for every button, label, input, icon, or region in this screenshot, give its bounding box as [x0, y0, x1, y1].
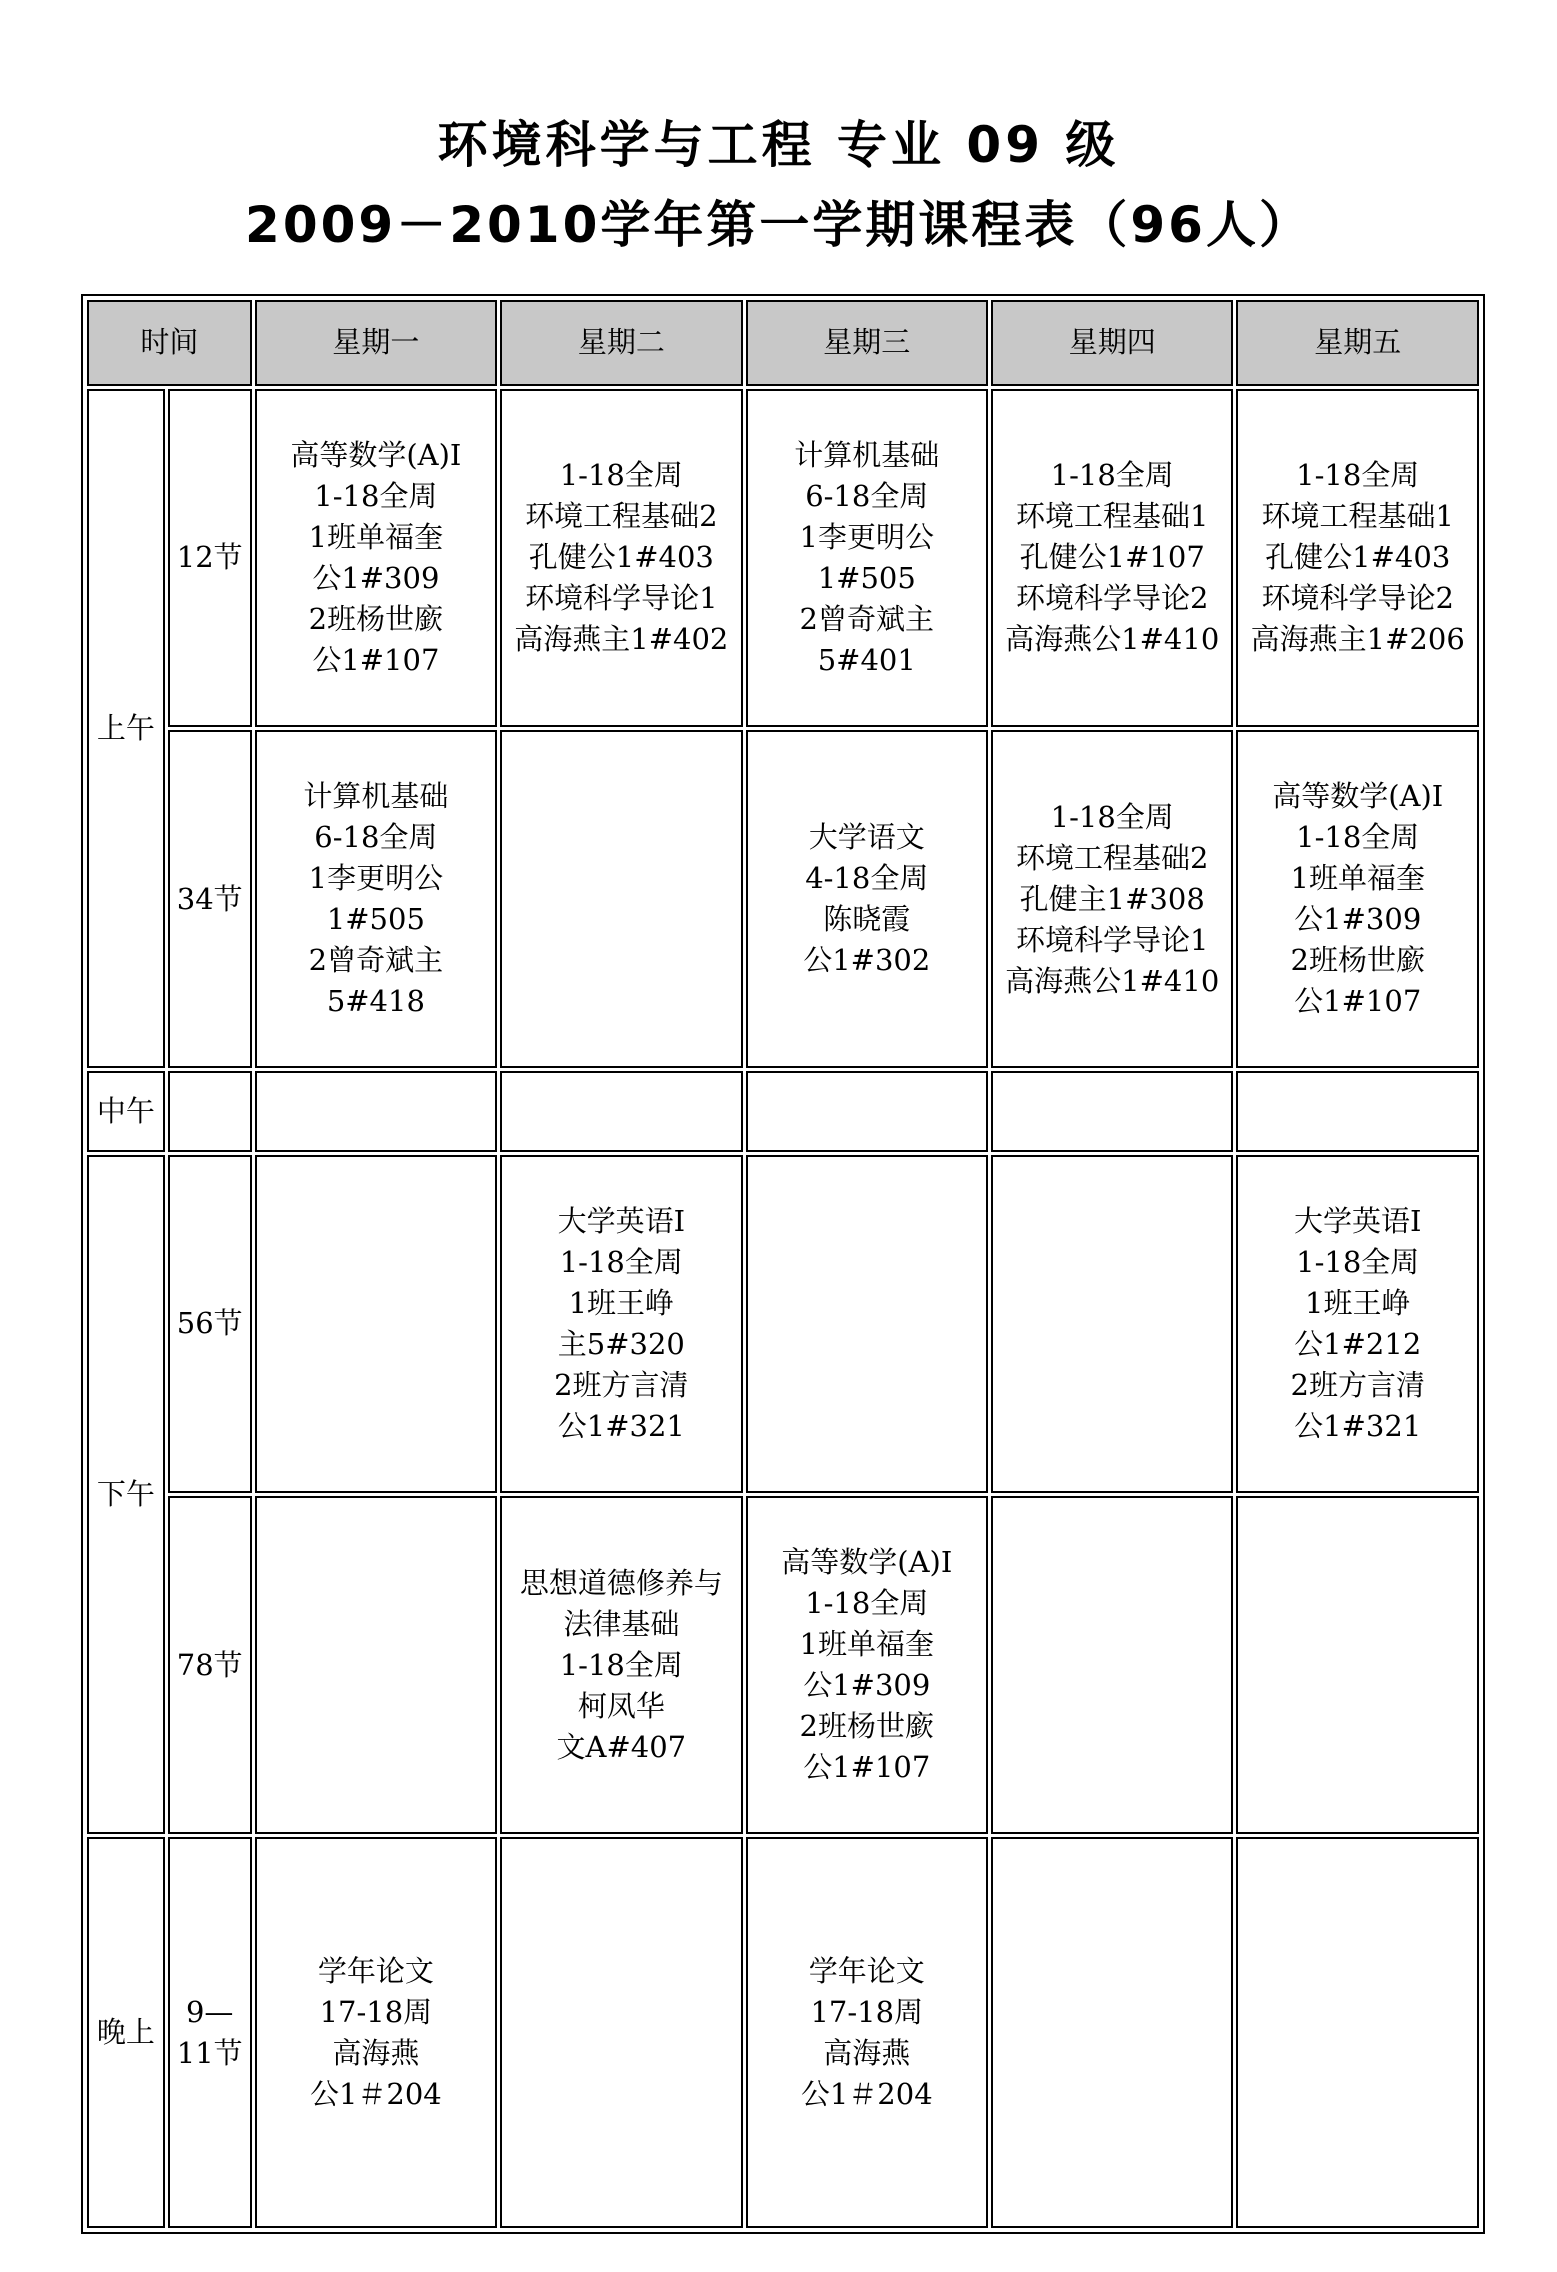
table-row [87, 1837, 1479, 2228]
course-line: 柯凤华 [577, 1688, 665, 1723]
course-line: 公1#212 [1294, 1326, 1422, 1361]
empty-cell [991, 1837, 1233, 2228]
header-cell-monday: 星期一 [255, 300, 497, 386]
course-cell [500, 1155, 742, 1493]
table-row [87, 1071, 1479, 1152]
empty-cell [255, 1496, 497, 1834]
course-line: 计算机基础 [794, 437, 940, 472]
course-line: 高等数学(A)Ⅰ [781, 1545, 953, 1580]
course-line: 大学英语Ⅰ [1293, 1203, 1422, 1238]
empty-cell [746, 1155, 988, 1493]
empty-cell [1236, 1496, 1479, 1834]
course-line: 环境科学导论2 [1261, 581, 1454, 616]
header-cell-tuesday: 星期二 [500, 300, 742, 386]
course-line: 2班杨世廞 [799, 1709, 934, 1744]
empty-cell [991, 1071, 1233, 1152]
course-line: 法律基础 [563, 1606, 680, 1641]
schedule-table [84, 297, 1482, 2231]
course-cell [1236, 1155, 1479, 1493]
course-line: 1-18全周 [1296, 1244, 1420, 1279]
course-cell [746, 1837, 988, 2228]
course-line: 环境工程基础1 [1016, 499, 1209, 534]
schedule-title-term: 2009－2010学年第一学期课程表（96人） [245, 196, 1312, 254]
empty-cell [500, 730, 742, 1068]
course-line: 5#401 [817, 642, 916, 677]
course-line: 公1#107 [312, 642, 440, 677]
empty-cell [255, 1071, 497, 1152]
course-line: 1-18全周 [559, 1244, 683, 1279]
course-cell [991, 389, 1233, 727]
course-line: 2班杨世廞 [1290, 943, 1425, 978]
course-line: 环境工程基础2 [1016, 840, 1209, 875]
course-cell [991, 730, 1233, 1068]
course-line: 环境科学导论2 [1016, 581, 1209, 616]
course-line: 1-18全周 [1296, 458, 1420, 493]
course-line: 公1#302 [803, 943, 931, 978]
course-line: 大学英语Ⅰ [557, 1203, 686, 1238]
course-line: 1班单福奎 [1290, 861, 1425, 896]
course-line: 6-18全周 [314, 820, 438, 855]
course-line: 学年论文 [808, 1953, 925, 1988]
course-line: 环境工程基础2 [525, 499, 718, 534]
course-line: 公1#107 [1294, 984, 1422, 1019]
schedule-title-major: 环境科学与工程 专业 09 级 [437, 116, 1120, 174]
course-line: 1-18全周 [314, 478, 438, 513]
empty-cell [991, 1496, 1233, 1834]
course-line: 1班单福奎 [308, 519, 444, 554]
course-line: 学年论文 [317, 1953, 434, 1988]
course-line: 1班王峥 [1305, 1285, 1411, 1320]
period-afternoon: 下午 [87, 1155, 165, 1835]
course-line: 1李更明公 [308, 861, 444, 896]
course-line: 1-18全周 [559, 1647, 683, 1682]
course-line: 文A#407 [556, 1729, 687, 1764]
course-line: 公1＃204 [800, 2076, 933, 2111]
course-line: 6-18全周 [805, 478, 929, 513]
slot-34: 34节 [168, 730, 252, 1068]
course-line: 高海燕 [823, 2035, 911, 2070]
course-cell [255, 389, 497, 727]
empty-cell [255, 1155, 497, 1493]
course-line: 思想道德修养与 [519, 1565, 723, 1600]
course-cell [746, 1496, 988, 1834]
course-line: 公1＃204 [309, 2076, 442, 2111]
slot-9-11-line1: 9— [185, 1994, 234, 2029]
course-line: 4-18全周 [805, 861, 929, 896]
course-line: 1-18全周 [1050, 458, 1174, 493]
empty-cell [500, 1837, 742, 2228]
course-line: 孔健主1#308 [1019, 881, 1205, 916]
course-line: 高等数学(A)Ⅰ [290, 437, 462, 472]
course-cell [1236, 730, 1479, 1068]
course-cell [500, 389, 742, 727]
table-row [87, 1155, 1479, 1493]
course-line: 公1#309 [803, 1668, 931, 1703]
course-line: 高海燕主1#402 [514, 622, 729, 657]
course-line: 主5#320 [557, 1326, 685, 1361]
course-cell [500, 1496, 742, 1834]
course-line: 孔健公1#403 [528, 540, 714, 575]
empty-cell [168, 1071, 252, 1152]
course-line: 大学语文 [808, 820, 925, 855]
slot-78: 78节 [168, 1496, 252, 1834]
course-line: 环境科学导论1 [1016, 922, 1209, 957]
empty-cell [746, 1071, 988, 1152]
course-cell [255, 730, 497, 1068]
empty-cell [991, 1155, 1233, 1493]
course-line: 高海燕公1#410 [1005, 622, 1220, 657]
course-line: 公1#309 [1294, 902, 1422, 937]
course-line: 2曾奇斌主 [308, 943, 444, 978]
course-cell [1236, 389, 1479, 727]
table-row [87, 730, 1479, 1068]
empty-cell [1236, 1071, 1479, 1152]
course-line: 2班杨世廞 [308, 601, 444, 636]
course-line: 高等数学(A)Ⅰ [1272, 779, 1444, 814]
course-line: 1班单福奎 [799, 1627, 934, 1662]
slot-12: 12节 [168, 389, 252, 727]
course-line: 公1#309 [312, 560, 440, 595]
course-line: 1-18全周 [805, 1586, 929, 1621]
course-cell [746, 730, 988, 1068]
period-evening: 晚上 [87, 1837, 165, 2228]
course-line: 公1#321 [1294, 1408, 1422, 1443]
course-line: 1李更明公 [799, 519, 934, 554]
course-line: 环境工程基础1 [1261, 499, 1454, 534]
course-cell [255, 1837, 497, 2228]
course-line: 17-18周 [319, 1994, 433, 2029]
course-line: 2班方言清 [554, 1367, 689, 1402]
course-line: 高海燕 [332, 2035, 420, 2070]
course-line: 1-18全周 [559, 458, 683, 493]
course-line: 孔健公1#403 [1265, 540, 1451, 575]
course-line: 孔健公1#107 [1019, 540, 1205, 575]
period-morning: 上午 [87, 389, 165, 1069]
course-line: 公1#107 [803, 1750, 931, 1785]
course-line: 1-18全周 [1296, 820, 1420, 855]
course-line: 2曾奇斌主 [799, 601, 934, 636]
course-line: 陈晓霞 [823, 902, 911, 937]
table-row [87, 1496, 1479, 1834]
course-line: 17-18周 [810, 1994, 924, 2029]
course-line: 2班方言清 [1290, 1367, 1425, 1402]
course-line: 1班王峥 [568, 1285, 675, 1320]
slot-56: 56节 [168, 1155, 252, 1493]
empty-cell [1236, 1837, 1479, 2228]
course-line: 计算机基础 [303, 779, 449, 814]
course-line: 高海燕主1#206 [1250, 622, 1465, 657]
course-cell [746, 389, 988, 727]
course-line: 1#505 [326, 902, 425, 937]
table-row [87, 389, 1479, 727]
course-line: 环境科学导论1 [525, 581, 718, 616]
header-row [87, 300, 1479, 386]
course-line: 公1#321 [557, 1408, 685, 1443]
slot-9-11-line2: 11节 [176, 2035, 243, 2070]
course-line: 高海燕公1#410 [1005, 963, 1220, 998]
header-cell-thursday: 星期四 [991, 300, 1233, 386]
header-cell-time: 时间 [87, 300, 252, 386]
header-cell-friday: 星期五 [1236, 300, 1479, 386]
period-noon: 中午 [87, 1071, 165, 1152]
header-cell-wednesday: 星期三 [746, 300, 988, 386]
empty-cell [500, 1071, 742, 1152]
course-line: 1#505 [817, 560, 916, 595]
slot-9-11 [168, 1837, 252, 2228]
course-line: 1-18全周 [1050, 799, 1174, 834]
course-line: 5#418 [326, 984, 425, 1019]
